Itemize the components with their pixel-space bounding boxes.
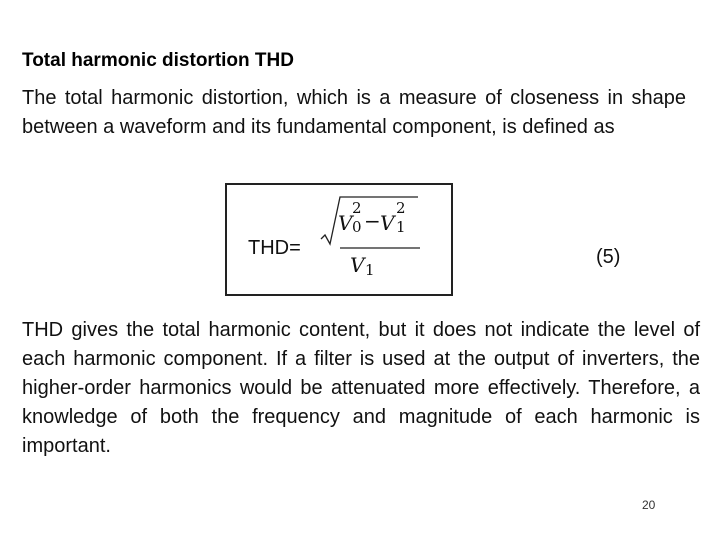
explanation-paragraph: THD gives the total harmonic content, but it does not indicate the level of each harmonic component. If a filter is used at the output of inverters, the higher-order harmonics would be attenuated more effectively. Therefore, a knowledge of both the frequency and magnitude of each harmonic is important.	[22, 319, 700, 457]
numerator-v1-sub: 1	[396, 218, 406, 236]
page-number: 20	[642, 498, 656, 512]
thd-fraction	[318, 195, 422, 290]
numerator-v0-sup: 2	[352, 199, 362, 217]
numerator-v0-sub: 0	[352, 218, 362, 236]
slide-heading: Total harmonic distortion THD	[22, 50, 294, 71]
equation-number: (5)	[596, 246, 621, 268]
denominator-v1: V	[350, 253, 365, 277]
intro-paragraph: The total harmonic distortion, which is a measure of closeness in shape between a waveform and its fundamental component, is defined as	[22, 87, 686, 138]
denominator-v1-sub: 1	[365, 261, 375, 279]
numerator-v1-sup: 2	[396, 199, 406, 217]
formula-lhs: THD=	[248, 237, 301, 259]
numerator-v0: V	[338, 211, 353, 235]
numerator-minus: −	[364, 209, 381, 233]
numerator-v1: V	[380, 211, 395, 235]
